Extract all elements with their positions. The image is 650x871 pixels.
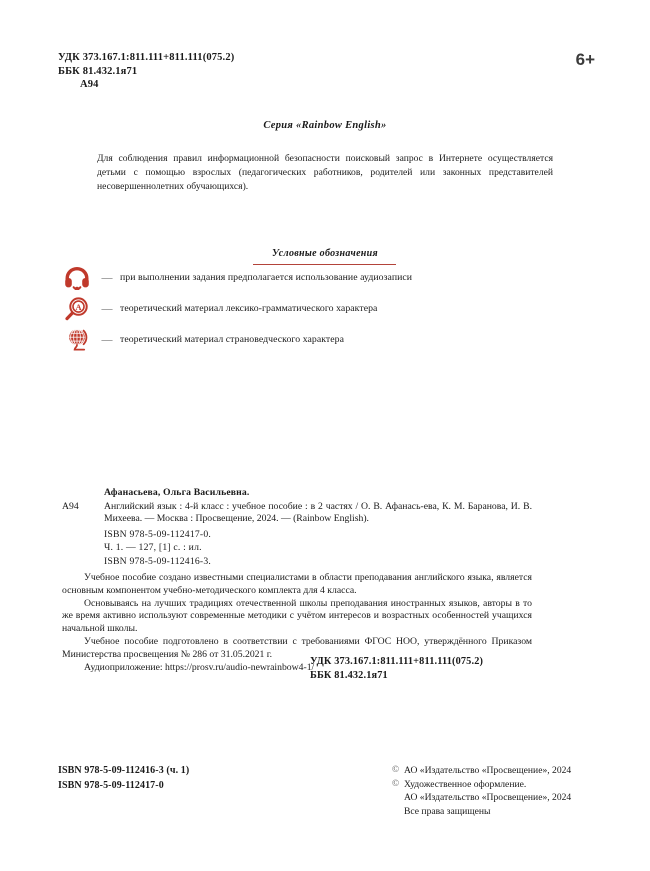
legend-item-label: теоретический материал страноведческого характера xyxy=(120,334,345,345)
magnifier-letter-a-icon xyxy=(60,294,94,324)
bib-isbn-set: ISBN 978-5-09-112417-0. xyxy=(104,528,212,540)
classification-codes xyxy=(58,51,234,92)
legend-item-audio xyxy=(60,262,580,293)
shelf-code: А94 xyxy=(80,79,99,90)
bibliographic-classification-codes xyxy=(310,655,483,682)
copyright-icon: © xyxy=(392,778,400,789)
udk-code: УДК 373.167.1:811.111+811.111(075.2) xyxy=(58,52,235,63)
copyright-design-publisher: АО «Издательство «Просвещение», 2024 xyxy=(404,792,572,804)
legend-dash: — xyxy=(101,302,113,315)
bib-description: Английский язык : 4-й класс : учебное пособие : в 2 частях / О. В. Афанась-ева, К. М. Баранова, И. В. Михеева. — Москва : Просвещение, 2024. — (Rainbow English). xyxy=(104,500,532,525)
globe-icon xyxy=(60,325,94,355)
bib-udk-code: УДК 373.167.1:811.111+811.111(075.2) xyxy=(310,656,484,667)
bib-shelf-code: А94 xyxy=(62,500,79,512)
legend-item-culture xyxy=(60,324,580,355)
copyright-rights-reserved: Все права защищены xyxy=(404,805,491,817)
bib-annotation-paragraph: Учебное пособие подготовлено в соответствии с требованиями ФГОС НОО, утверждённого Приказом Министерства просвещения № 286 от 31.05.2021 г. xyxy=(62,635,532,660)
copyright-line xyxy=(392,805,571,819)
age-rating-badge: 6+ xyxy=(575,50,595,69)
series-label: Серия «Rainbow English» xyxy=(263,120,387,131)
svg-text:A: A xyxy=(75,302,82,312)
copyright-line xyxy=(392,778,571,792)
bib-bbk-code: ББК 81.432.1я71 xyxy=(310,669,388,681)
bibliographic-record xyxy=(62,487,532,674)
copyright-line xyxy=(392,791,571,805)
bib-volume: Ч. 1. — 127, [1] с. : ил. xyxy=(104,542,202,554)
headphones-icon xyxy=(60,263,94,293)
legend-dash: — xyxy=(101,271,113,284)
information-safety-note: Для соблюдения правил информационной безопасности поисковый запрос в Интернете осуществляется детьми с помощью взрослых (педагогических работников, родителей или законных представителей несовершеннолетних обучающихся). xyxy=(97,153,553,193)
footer-isbn-set: ISBN 978-5-09-112417-0 xyxy=(58,779,164,791)
legend-dash: — xyxy=(101,333,113,346)
bib-audio-link[interactable]: Аудиоприложение: https://prosv.ru/audio-newrainbow4-1/ xyxy=(84,661,315,673)
legend-item-label: теоретический материал лексико-грамматического характера xyxy=(120,303,378,314)
bib-annotation-paragraph: Учебное пособие создано известными специалистами в области преподавания английского языка, является основным компонентом учебно-методического комплекта для 4 класса. xyxy=(62,572,532,596)
footer-isbn-part: ISBN 978-5-09-112416-3 (ч. 1) xyxy=(58,765,190,776)
bib-annotation-paragraph: Основываясь на лучших традициях отечественной школы преподавания иностранных языков, авторы в то же время активно используют современные методики с учётом интересов и возрастных особенностей учащихся начальной школы. xyxy=(62,597,532,635)
legend-item-label: при выполнении задания предполагается использование аудиозаписи xyxy=(120,272,413,283)
copyright-icon: © xyxy=(392,765,400,775)
bib-author: Афанасьева, Ольга Васильевна. xyxy=(104,487,250,498)
legend-item-grammar xyxy=(60,293,580,324)
footer-copyright-block xyxy=(392,764,571,818)
copyright-design: Художественное оформление. xyxy=(404,778,527,790)
bbk-code: ББК 81.432.1я71 xyxy=(58,65,138,77)
bib-description-block xyxy=(62,501,532,526)
copyright-publisher: АО «Издательство «Просвещение», 2024 xyxy=(404,765,572,776)
bib-isbn-group xyxy=(104,528,532,568)
bib-isbn-part: ISBN 978-5-09-112416-3. xyxy=(104,555,212,567)
legend-list xyxy=(60,262,580,355)
footer-isbn-block xyxy=(58,764,189,793)
copyright-line xyxy=(392,764,571,778)
legend-title: Условные обозначения xyxy=(272,248,378,259)
